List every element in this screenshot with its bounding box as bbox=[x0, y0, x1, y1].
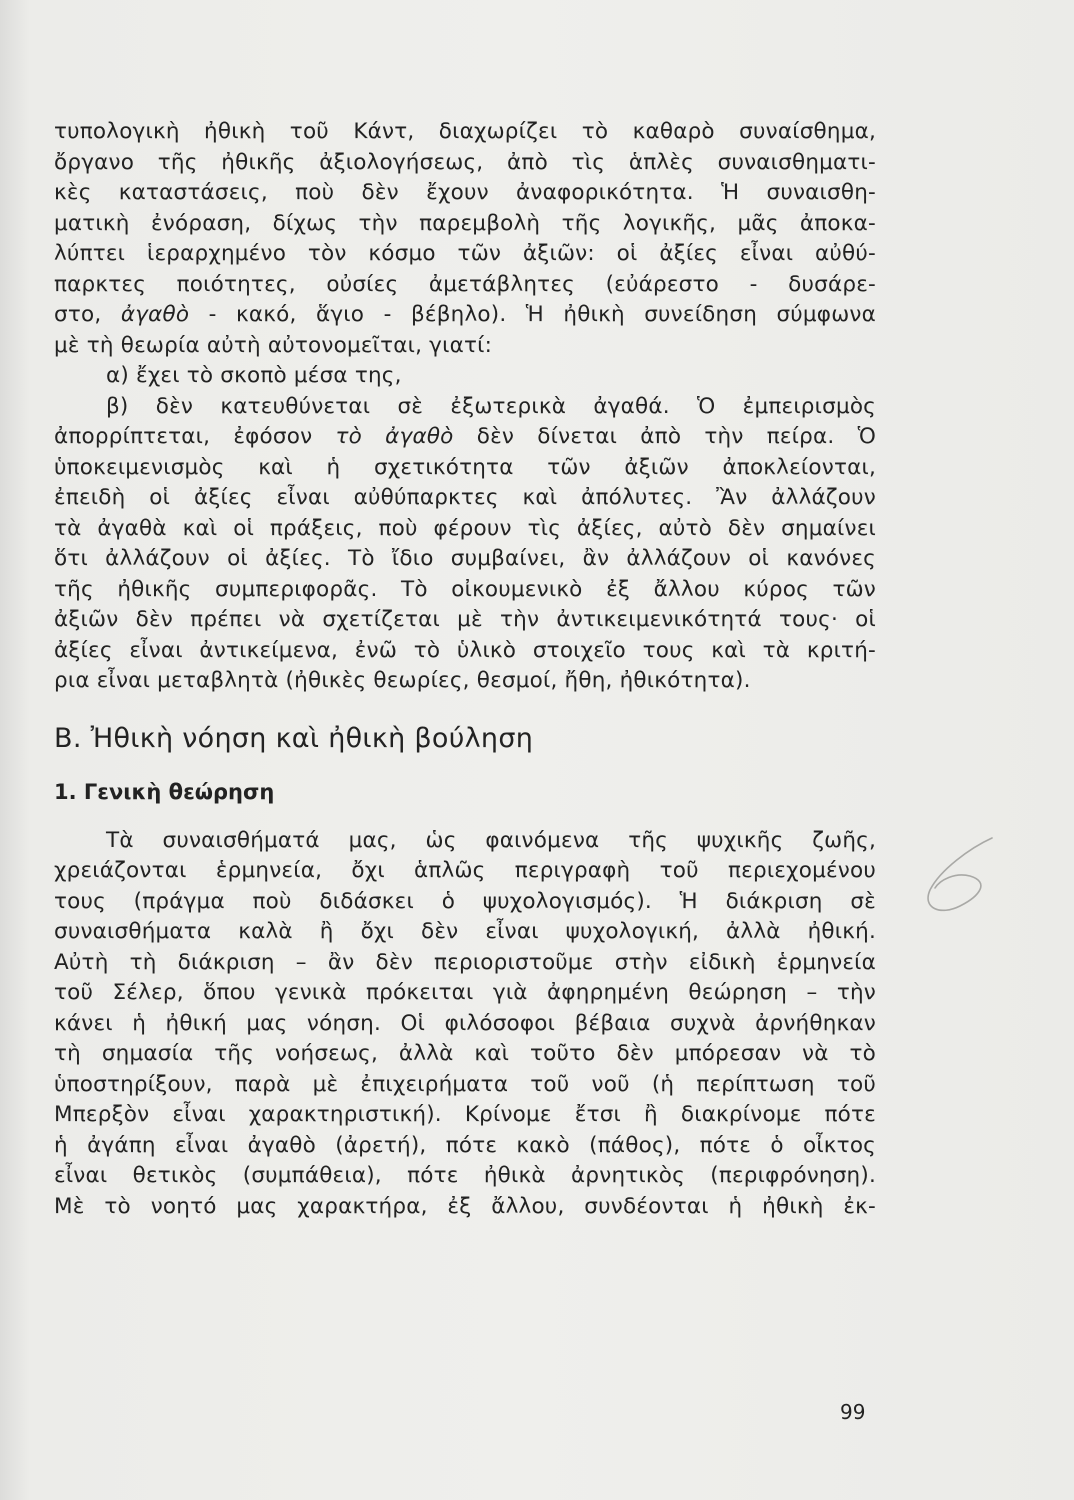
italic-term: ἀγαθὸ bbox=[120, 302, 190, 327]
text-line: παρκτες ποιότητες, οὐσίες ἀμετάβλητες (εὐάρεστο - δυσάρε- bbox=[54, 271, 876, 297]
text-line: τὰ ἀγαθὰ καὶ οἱ πράξεις, ποὺ φέρουν τὶς ἀξίες, αὐτὸ δὲν σημαίνει bbox=[54, 515, 876, 541]
italic-term: τὸ ἀγαθὸ bbox=[335, 424, 454, 449]
text-line: ἀξιῶν δὲν πρέπει νὰ σχετίζεται μὲ τὴν ἀντικειμενικότητά τους· οἱ bbox=[54, 607, 876, 632]
text-segment: δὲν δίνεται ἀπὸ τὴν πείρα. Ὁ bbox=[453, 424, 877, 449]
text-line: τυπολογικὴ ἠθικὴ τοῦ Κάντ, διαχωρίζει τὸ καθαρὸ συναίσθημα, bbox=[54, 119, 876, 144]
text-line: συναισθήματα καλὰ ἢ ὄχι δὲν εἶναι ψυχολογική, ἀλλὰ ἠθική. bbox=[54, 919, 876, 944]
list-item-a: α) ἔχει τὸ σκοπὸ μέσα της, bbox=[106, 363, 402, 388]
paragraph-continuation bbox=[54, 117, 876, 697]
section-heading: Β. Ἠθικὴ νόηση καὶ ἠθικὴ βούληση bbox=[54, 722, 534, 754]
text-line: Μὲ τὸ νοητό μας χαρακτήρα, ἐξ ἄλλου, συνδέονται ἡ ἠθικὴ ἐκ- bbox=[54, 1193, 876, 1219]
subsection-heading: 1. Γενικὴ θεώρηση bbox=[54, 779, 275, 804]
text-line: ἡ ἀγάπη εἶναι ἀγαθὸ (ἀρετή), πότε κακὸ (πάθος), πότε ὁ οἶκτος bbox=[54, 1132, 876, 1158]
text-line: ὄργανο τῆς ἠθικῆς ἀξιολογήσεως, ἀπὸ τὶς ἁπλὲς συναισθηματι- bbox=[54, 149, 876, 175]
text-segment: στο, bbox=[54, 302, 121, 327]
text-line: Αὐτὴ τὴ διάκριση – ἂν δὲν περιοριστοῦμε στὴν εἰδικὴ ἑρμηνεία bbox=[54, 949, 876, 975]
text-line: εἶναι θετικὸς (συμπάθεια), πότε ἠθικὰ ἀρνητικὸς (περιφρόνηση). bbox=[54, 1163, 876, 1188]
text-line: χρειάζονται ἑρμηνεία, ὄχι ἁπλῶς περιγραφὴ τοῦ περιεχομένου bbox=[54, 858, 876, 883]
text-line: ὅτι ἀλλάζουν οἱ ἀξίες. Τὸ ἴδιο συμβαίνει, ἂν ἀλλάζουν οἱ κανόνες bbox=[54, 546, 876, 571]
paragraph-general-view bbox=[54, 826, 876, 1223]
text-line: ἀξίες εἶναι ἀντικείμενα, ἐνῶ τὸ ὑλικὸ στοιχεῖο τους καὶ τὰ κριτή- bbox=[54, 637, 876, 663]
page-number: 99 bbox=[840, 1400, 866, 1424]
text-line: ρια εἶναι μεταβλητὰ (ἠθικὲς θεωρίες, θεσμοί, ἤθη, ἠθικότητα). bbox=[54, 668, 751, 693]
list-item-b: β) δὲν κατευθύνεται σὲ ἐξωτερικὰ ἀγαθά. Ὁ ἐμπειρισμὸς bbox=[106, 393, 876, 419]
text-line: μὲ τὴ θεωρία αὐτὴ αὐτονομεῖται, γιατί: bbox=[54, 332, 493, 358]
text-line bbox=[54, 422, 876, 453]
text-line: τὴ σημασία τῆς νοήσεως, ἀλλὰ καὶ τοῦτο δὲν μπόρεσαν νὰ τὸ bbox=[54, 1041, 876, 1066]
text-line: ὑποστηρίξουν, παρὰ μὲ ἐπιχειρήματα τοῦ νοῦ (ἡ περίπτωση τοῦ bbox=[54, 1071, 876, 1097]
text-line: τοῦ Σέλερ, ὅπου γενικὰ πρόκειται γιὰ ἀφηρημένη θεώρηση – τὴν bbox=[54, 980, 876, 1005]
text-line: λύπτει ἱεραρχημένο τὸν κόσμο τῶν ἀξιῶν: οἱ ἀξίες εἶναι αὐθύ- bbox=[54, 241, 876, 266]
page-body bbox=[54, 117, 876, 1222]
text-line: ματικὴ ἐνόραση, δίχως τὴν παρεμβολὴ τῆς λογικῆς, μᾶς ἀποκα- bbox=[54, 210, 876, 236]
text-line: ὑποκειμενισμὸς καὶ ἡ σχετικότητα τῶν ἀξιῶν ἀποκλείονται, bbox=[54, 454, 876, 480]
text-line: κὲς καταστάσεις, ποὺ δὲν ἔχουν ἀναφορικότητα. Ἡ συναισθη- bbox=[54, 180, 876, 205]
text-line: κάνει ἡ ἠθική μας νόηση. Οἱ φιλόσοφοι βέβαια συχνὰ ἀρνήθηκαν bbox=[54, 1010, 876, 1036]
text-line: Μπερξὸν εἶναι χαρακτηριστική). Κρίνομε ἔτσι ἢ διακρίνομε πότε bbox=[54, 1102, 876, 1127]
text-line: ἐπειδὴ οἱ ἀξίες εἶναι αὐθύπαρκτες καὶ ἀπόλυτες. Ἂν ἀλλάζουν bbox=[54, 485, 876, 510]
text-line: Τὰ συναισθήματά μας, ὡς φαινόμενα τῆς ψυχικῆς ζωῆς, bbox=[106, 827, 876, 853]
text-line: τους (πράγμα ποὺ διδάσκει ὁ ψυχολογισμός). Ἡ διάκριση σὲ bbox=[54, 888, 876, 914]
pencil-mark-icon bbox=[900, 830, 1020, 920]
text-segment: ἀπορρίπτεται, ἐφόσον bbox=[54, 424, 336, 449]
text-segment: - κακό, ἅγιο - βέβηλο). Ἡ ἠθικὴ συνείδηση σύμφωνα bbox=[189, 302, 876, 327]
text-line bbox=[54, 300, 876, 331]
text-line: τῆς ἠθικῆς συμπεριφορᾶς. Τὸ οἰκουμενικὸ ἐξ ἄλλου κύρος τῶν bbox=[54, 576, 876, 602]
